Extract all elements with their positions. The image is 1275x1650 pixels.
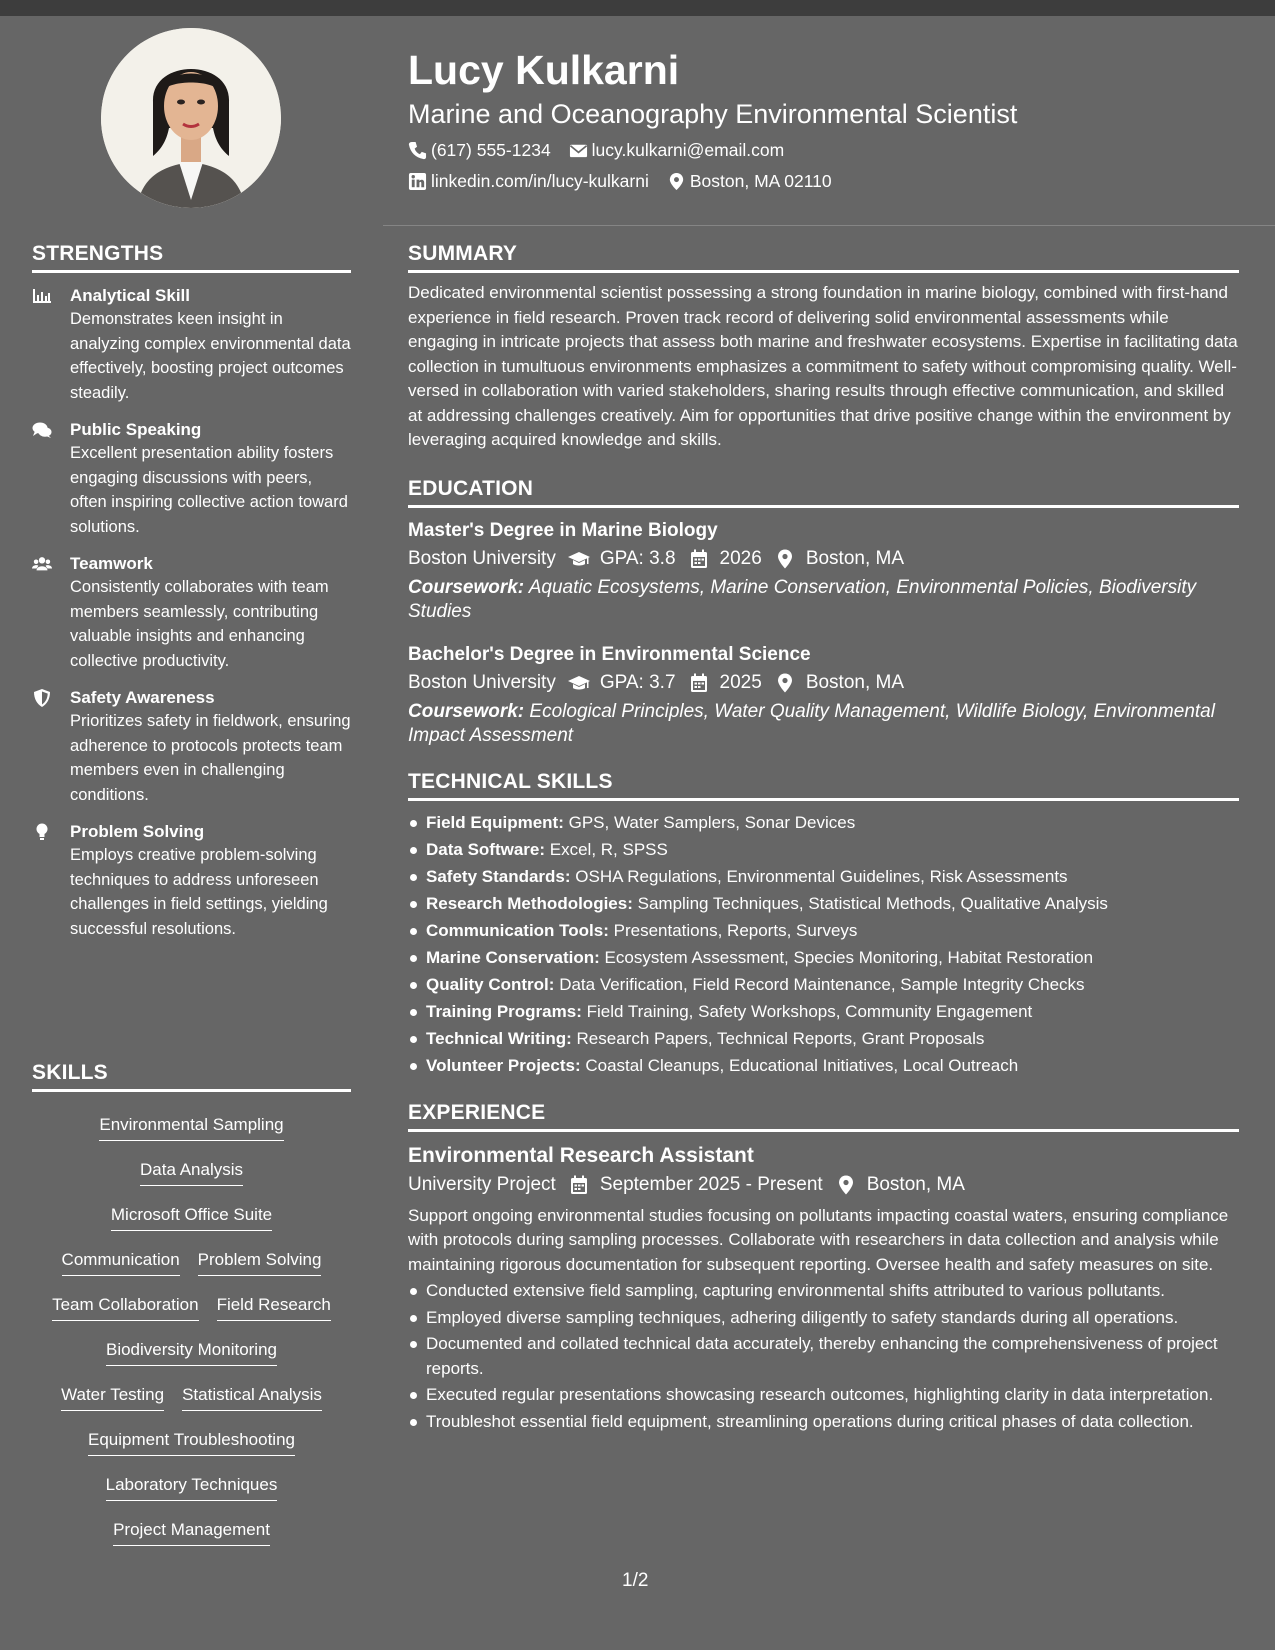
job-bullet: Executed regular presentations showcasing research outcomes, highlighting clarity in data interpretation. [408, 1383, 1239, 1408]
technical-skill-item [408, 917, 1239, 944]
candidate-title: Marine and Oceanography Environmental Scientist [408, 99, 1018, 129]
summary-section [408, 242, 1239, 453]
skill-category: Research Methodologies: [426, 893, 633, 913]
technical-skill-item [408, 890, 1239, 917]
page-number: 1/2 [622, 1570, 649, 1591]
technical-skill-item [408, 1052, 1239, 1079]
job-bullet: Conducted extensive field sampling, capturing environmental shifts attributed to various pollutants. [408, 1279, 1239, 1304]
shield-icon [32, 687, 70, 807]
strength-title: Public Speaking [70, 420, 202, 439]
map-pin-icon [774, 673, 796, 693]
top-bar [0, 0, 1275, 16]
strength-title: Teamwork [70, 554, 153, 573]
map-pin-icon [667, 172, 686, 191]
job-description: Support ongoing environmental studies focusing on pollutants impacting coastal waters, ensuring compliance with protocols during sampling processes. Collaborate with researchers in data collection and analysis while maintaining rigorous documentation for subsequent reporting. Oversee health and safety measures on site. [408, 1205, 1229, 1274]
school-name: Boston University [408, 547, 556, 569]
candidate-name: Lucy Kulkarni [408, 47, 680, 93]
technical-skill-item [408, 944, 1239, 971]
job-location: Boston, MA [866, 1173, 965, 1195]
education-item [408, 642, 1239, 748]
strength-description: Excellent presentation ability fosters engaging discussions with peers, often inspiring collective action toward solutions. [70, 444, 348, 536]
strength-description: Consistently collaborates with team members seamlessly, contributing valuable insights and enhancing collective productivity. [70, 578, 329, 670]
graduation-year: 2025 [719, 671, 762, 693]
strength-title: Problem Solving [70, 822, 205, 841]
technical-skill-item [408, 1025, 1239, 1052]
skill-chip: Laboratory Techniques [106, 1473, 278, 1501]
phone-icon [408, 141, 427, 160]
calendar-icon [688, 673, 710, 693]
main-content [408, 242, 1239, 1434]
technical-skill-item [408, 971, 1239, 998]
bar-chart-icon [32, 285, 70, 405]
calendar-icon [568, 1175, 590, 1195]
linkedin-contact[interactable] [408, 167, 649, 195]
skill-chip: Microsoft Office Suite [111, 1203, 272, 1231]
skills-heading: SKILLS [32, 1061, 351, 1092]
strength-item [32, 687, 351, 807]
strength-item [32, 821, 351, 941]
skill-category: Data Software: [426, 839, 546, 859]
resume-header [408, 44, 1238, 195]
strength-item [32, 285, 351, 405]
calendar-icon [688, 549, 710, 569]
job-dates: September 2025 - Present [599, 1173, 823, 1195]
coursework-list: Ecological Principles, Water Quality Management, Wildlife Biology, Environmental Impact Assessment [408, 700, 1215, 746]
skill-category: Volunteer Projects: [426, 1055, 581, 1075]
job-organization: University Project [408, 1173, 556, 1195]
location-contact [667, 167, 832, 195]
strength-item [32, 553, 351, 673]
speech-bubbles-icon [32, 419, 70, 539]
phone-number: (617) 555-1234 [431, 140, 551, 160]
technical-skill-item [408, 809, 1239, 836]
skill-chip: Data Analysis [140, 1158, 243, 1186]
skill-chip: Project Management [113, 1518, 270, 1546]
coursework-label: Coursework: [408, 700, 525, 722]
email-contact[interactable] [569, 136, 785, 164]
strength-title: Safety Awareness [70, 688, 215, 707]
technical-skill-item [408, 998, 1239, 1025]
education-location: Boston, MA [805, 671, 905, 693]
gpa: GPA: 3.7 [599, 671, 676, 693]
skill-category: Quality Control: [426, 974, 555, 994]
coursework-list: Aquatic Ecosystems, Marine Conservation, Environmental Policies, Biodiversity Studies [408, 576, 1197, 622]
strength-description: Employs creative problem-solving techniques to address unforeseen challenges in field settings, yielding successful resolutions. [70, 846, 328, 938]
experience-heading: EXPERIENCE [408, 1101, 1239, 1132]
skill-values: Ecosystem Assessment, Species Monitoring, Habitat Restoration [604, 947, 1094, 967]
graduation-year: 2026 [719, 547, 762, 569]
skill-chip: Problem Solving [198, 1248, 322, 1276]
technical-skills-heading: TECHNICAL SKILLS [408, 770, 1239, 801]
phone-contact [408, 136, 551, 164]
job-bullet: Troubleshot essential field equipment, streamlining operations during critical phases of data collection. [408, 1410, 1239, 1435]
location-text: Boston, MA 02110 [689, 171, 832, 191]
linkedin-url[interactable]: linkedin.com/in/lucy-kulkarni [431, 171, 649, 191]
education-heading: EDUCATION [408, 477, 1239, 508]
skill-chip: Team Collaboration [52, 1293, 198, 1321]
school-name: Boston University [408, 671, 556, 693]
education-section [408, 477, 1239, 748]
technical-skill-item [408, 863, 1239, 890]
strengths-section [32, 242, 351, 941]
graduation-cap-icon [568, 673, 590, 693]
coursework-label: Coursework: [408, 576, 525, 598]
skill-chip: Statistical Analysis [182, 1383, 322, 1411]
skill-category: Field Equipment: [426, 812, 564, 832]
skill-category: Communication Tools: [426, 920, 609, 940]
education-item [408, 518, 1239, 624]
users-icon [32, 553, 70, 673]
skill-chip: Biodiversity Monitoring [106, 1338, 277, 1366]
graduation-cap-icon [568, 549, 590, 569]
strength-item [32, 419, 351, 539]
linkedin-icon [408, 172, 427, 191]
envelope-icon [569, 141, 588, 160]
map-pin-icon [774, 549, 796, 569]
strength-title: Analytical Skill [70, 286, 190, 305]
skill-chip: Water Testing [61, 1383, 164, 1411]
education-location: Boston, MA [805, 547, 905, 569]
strengths-heading: STRENGTHS [32, 242, 351, 273]
technical-skills-section [408, 770, 1239, 1079]
header-divider [383, 225, 1275, 226]
job-title: Environmental Research Assistant [408, 1143, 754, 1167]
skill-values: OSHA Regulations, Environmental Guidelines, Risk Assessments [575, 866, 1068, 886]
skill-category: Marine Conservation: [426, 947, 600, 967]
skill-values: Research Papers, Technical Reports, Grant Proposals [576, 1028, 985, 1048]
summary-heading: SUMMARY [408, 242, 1239, 273]
skill-chip: Communication [62, 1248, 180, 1276]
job-bullet: Employed diverse sampling techniques, adhering diligently to safety standards during all operations. [408, 1306, 1239, 1331]
skill-category: Training Programs: [426, 1001, 582, 1021]
job-bullet: Documented and collated technical data accurately, thereby enhancing the comprehensiveness of project reports. [408, 1332, 1239, 1381]
skill-values: Excel, R, SPSS [549, 839, 668, 859]
skill-values: GPS, Water Samplers, Sonar Devices [568, 812, 856, 832]
coursework [408, 700, 1239, 748]
skill-chip: Equipment Troubleshooting [88, 1428, 295, 1456]
gpa: GPA: 3.8 [599, 547, 676, 569]
skill-values: Presentations, Reports, Surveys [613, 920, 858, 940]
skill-chip: Environmental Sampling [99, 1113, 283, 1141]
map-pin-icon [835, 1175, 857, 1195]
summary-text: Dedicated environmental scientist possessing a strong foundation in marine biology, combined with first-hand experience in field research. Proven track record of delivering solid environmental assessments while engaging in intricate projects that assess both marine and freshwater ecosystems. Expertise in facilitating data collection in tumultuous environments emphasizes a commitment to safety without compromising quality. Well-versed in collaboration with varied stakeholders, sharing results through effective communication, and skilled at addressing challenges creatively. Aim for opportunities that drive positive change within the environment by leveraging acquired knowledge and skills. [408, 283, 1238, 449]
coursework [408, 576, 1239, 624]
skill-values: Field Training, Safety Workshops, Community Engagement [586, 1001, 1033, 1021]
experience-section [408, 1101, 1239, 1435]
skills-section [32, 1061, 351, 1554]
degree-title: Bachelor's Degree in Environmental Science [408, 643, 811, 665]
technical-skill-item [408, 836, 1239, 863]
skill-category: Safety Standards: [426, 866, 571, 886]
profile-photo [101, 28, 281, 208]
email-address[interactable]: lucy.kulkarni@email.com [591, 140, 785, 160]
degree-title: Master's Degree in Marine Biology [408, 519, 718, 541]
skill-values: Sampling Techniques, Statistical Methods, Qualitative Analysis [637, 893, 1108, 913]
skill-chip: Field Research [217, 1293, 331, 1321]
skill-category: Technical Writing: [426, 1028, 572, 1048]
skill-values: Coastal Cleanups, Educational Initiatives, Local Outreach [585, 1055, 1019, 1075]
skill-values: Data Verification, Field Record Maintenance, Sample Integrity Checks [559, 974, 1085, 994]
lightbulb-icon [32, 821, 70, 941]
strength-description: Prioritizes safety in fieldwork, ensuring adherence to protocols protects team members even in challenging conditions. [70, 712, 351, 804]
strength-description: Demonstrates keen insight in analyzing complex environmental data effectively, boosting project outcomes steadily. [70, 310, 351, 402]
